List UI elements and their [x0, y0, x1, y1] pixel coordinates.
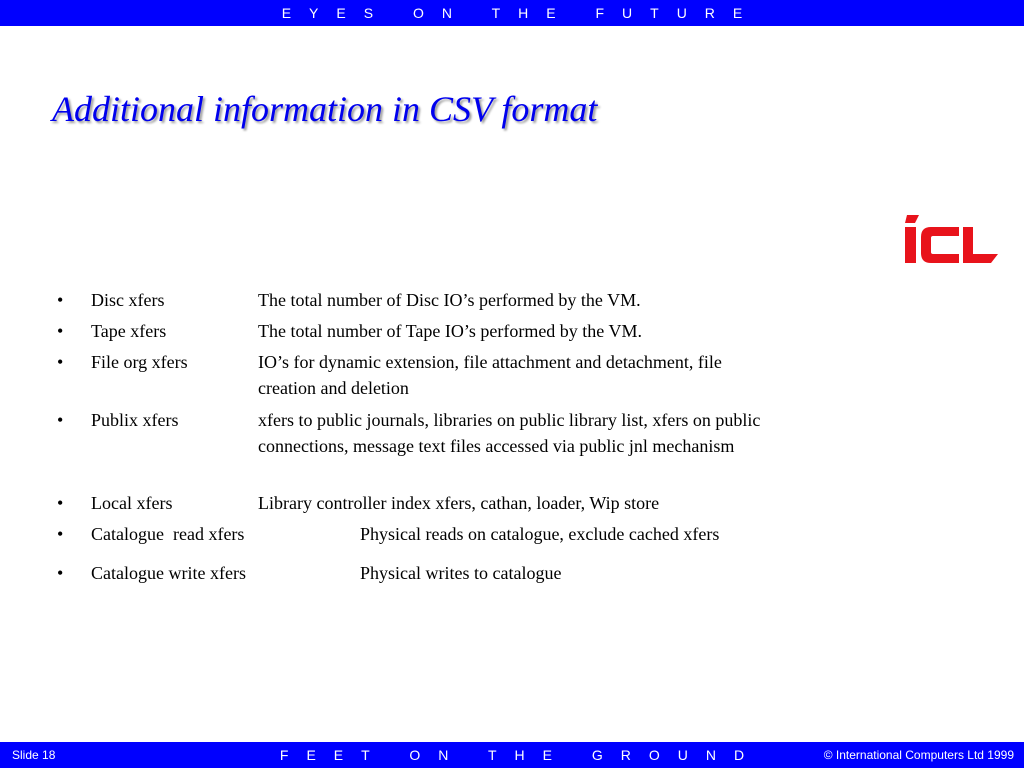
bullet-description: Library controller index xfers, cathan, loader, Wip store: [258, 493, 660, 513]
slide-number: Slide 18: [12, 748, 56, 762]
bullet-term: Tape xfers: [91, 321, 167, 341]
bullet-term: Local xfers: [91, 493, 173, 513]
bullet-description: Physical writes to catalogue: [360, 563, 562, 583]
bullet-dot: •: [57, 524, 64, 544]
bottom-banner: [0, 742, 1024, 768]
bullet-dot: •: [57, 410, 64, 430]
bullet-dot: •: [57, 493, 64, 513]
bullet-term: Publix xfers: [91, 410, 179, 430]
bullet-dot: •: [57, 563, 64, 583]
bullet-description: Physical reads on catalogue, exclude cached xfers: [360, 524, 720, 544]
bullet-term: Catalogue read xfers: [91, 524, 245, 544]
bullet-dot: •: [57, 290, 64, 310]
slide-title: Additional information in CSV format: [52, 89, 598, 129]
top-banner: [0, 0, 1024, 26]
bullet-dot: •: [57, 321, 64, 341]
bullet-term: File org xfers: [91, 352, 188, 372]
bullet-description: The total number of Disc IO’s performed by the VM.: [258, 290, 641, 310]
bullet-term: Disc xfers: [91, 290, 165, 310]
bullet-description: connections, message text files accessed via public jnl mechanism: [258, 436, 735, 456]
copyright-notice: © International Computers Ltd 1999: [823, 748, 1014, 762]
bullet-dot: •: [57, 352, 64, 372]
bottom-motto: FEET ON THE GROUND: [279, 747, 763, 763]
bullet-description: IO’s for dynamic extension, file attachment and detachment, file: [258, 352, 722, 372]
bullet-description: creation and deletion: [258, 378, 409, 398]
bullet-term: Catalogue write xfers: [91, 563, 246, 583]
bullet-description: The total number of Tape IO’s performed by the VM.: [258, 321, 642, 341]
icl-logo: [903, 213, 999, 265]
bullet-description: xfers to public journals, libraries on public library list, xfers on public: [258, 410, 761, 430]
top-motto: EYES ON THE FUTURE: [281, 5, 761, 21]
